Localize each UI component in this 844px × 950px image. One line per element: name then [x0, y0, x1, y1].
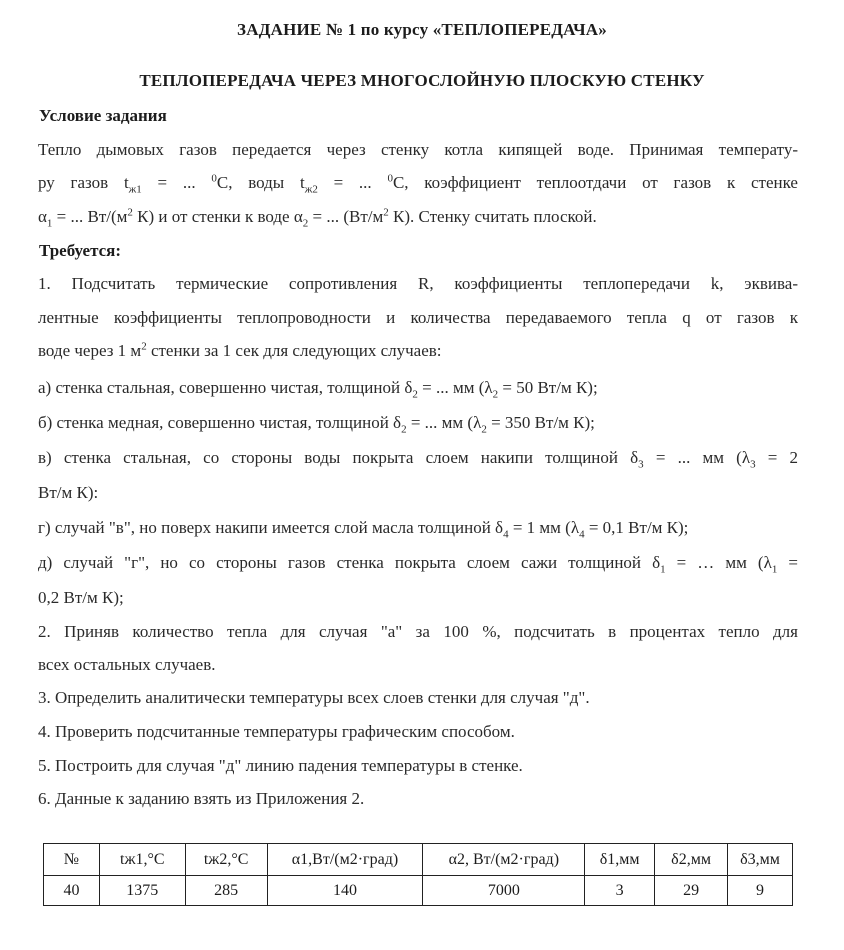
data-table — [43, 843, 793, 906]
assignment-title: ЗАДАНИЕ № 1 по курсу «ТЕПЛОПЕРЕДАЧА» — [237, 20, 607, 39]
table-cell: 7000 — [423, 876, 585, 906]
case-v: в) стенка стальная, со стороны воды покрыта слоем накипи толщиной $\delta_3$ = ... мм ($\lambda_3 = 2$ — [38, 448, 798, 471]
table-cell: 29 — [655, 876, 728, 906]
table-cell: 40 — [44, 876, 100, 906]
task-item-4: 4. Проверить подсчитанные температуры графическим способом. — [38, 722, 515, 741]
table-row — [44, 876, 793, 906]
topic-title: ТЕПЛОПЕРЕДАЧА ЧЕРЕЗ МНОГОСЛОЙНУЮ ПЛОСКУЮ СТЕНКУ — [139, 71, 705, 90]
task-item-1: воде через 1 $м^2$ стенки за 1 сек для следующих случаев: — [38, 340, 442, 360]
task-item-2: всех остальных случаев. — [38, 655, 216, 674]
table-cell: 285 — [185, 876, 267, 906]
table-cell: 9 — [728, 876, 793, 906]
condition-heading: Условие задания — [39, 106, 167, 125]
condition-line: $\alpha_1$ = ... $Вт/(м^2$ К) и от стенки к воде $\alpha_2$ = ... ($Вт/м^2$ К). Стенку считать плоской. — [38, 206, 597, 230]
table-cell: 3 — [585, 876, 655, 906]
task-item-2: 2. Приняв количество тепла для случая "а" за 100 %, подсчитать в процентах тепло для — [38, 622, 798, 641]
task-item-5: 5. Построить для случая "д" линию падения температуры в стенке. — [38, 756, 523, 775]
task-item-1: лентные коэффициенты теплопроводности и количества передаваемого тепла q от газов к — [38, 308, 798, 327]
case-g: г) случай "в", но поверх накипи имеется слой масла толщиной $\delta_4 = 1$ мм ($\lambda_4 = 0,1$ Вт/м К); — [38, 518, 689, 541]
required-heading: Требуется: — [39, 241, 122, 260]
table-header-cell: α2, Вт/(м2·град) — [423, 844, 585, 876]
case-d: 0,2 Вт/м К); — [38, 588, 124, 607]
task-item-6: 6. Данные к заданию взять из Приложения 2. — [38, 789, 365, 808]
case-d: д) случай "г", но со стороны газов стенка покрыта слоем сажи толщиной $\delta_1$ = … мм ($\lambda_1$ = — [38, 553, 798, 576]
table-header-cell: № — [44, 844, 100, 876]
task-item-1: 1. Подсчитать термические сопротивления R, коэффициенты теплопередачи k, эквива- — [38, 274, 798, 293]
table-header-cell: δ3,мм — [728, 844, 793, 876]
table-cell: 140 — [267, 876, 423, 906]
task-item-3: 3. Определить аналитически температуры всех слоев стенки для случая "д". — [38, 688, 590, 707]
table-header-cell: δ1,мм — [585, 844, 655, 876]
table-header-cell: tж2,°C — [185, 844, 267, 876]
table-header-cell: δ2,мм — [655, 844, 728, 876]
table-header-cell: α1,Вт/(м2·град) — [267, 844, 423, 876]
case-v: Вт/м К): — [38, 483, 99, 502]
table-cell: 1375 — [99, 876, 185, 906]
case-b: б) стенка медная, совершенно чистая, толщиной $\delta_2$ = ... мм ($\lambda_2 = 350$ Вт/м К); — [38, 413, 595, 436]
table-header-cell: tж1,°C — [99, 844, 185, 876]
condition-line: Тепло дымовых газов передается через стенку котла кипящей воде. Принимая температу- — [38, 140, 798, 159]
case-a: а) стенка стальная, совершенно чистая, толщиной $\delta_2$ = ... мм ($\lambda_2 = 50$ Вт/м К); — [38, 378, 598, 401]
condition-line: ру газов $t_{ж1}$ = ... $^0$С, воды $t_{ж2}$ = ... $^0$С, коэффициент теплоотдачи от газов к стенке — [38, 172, 798, 196]
